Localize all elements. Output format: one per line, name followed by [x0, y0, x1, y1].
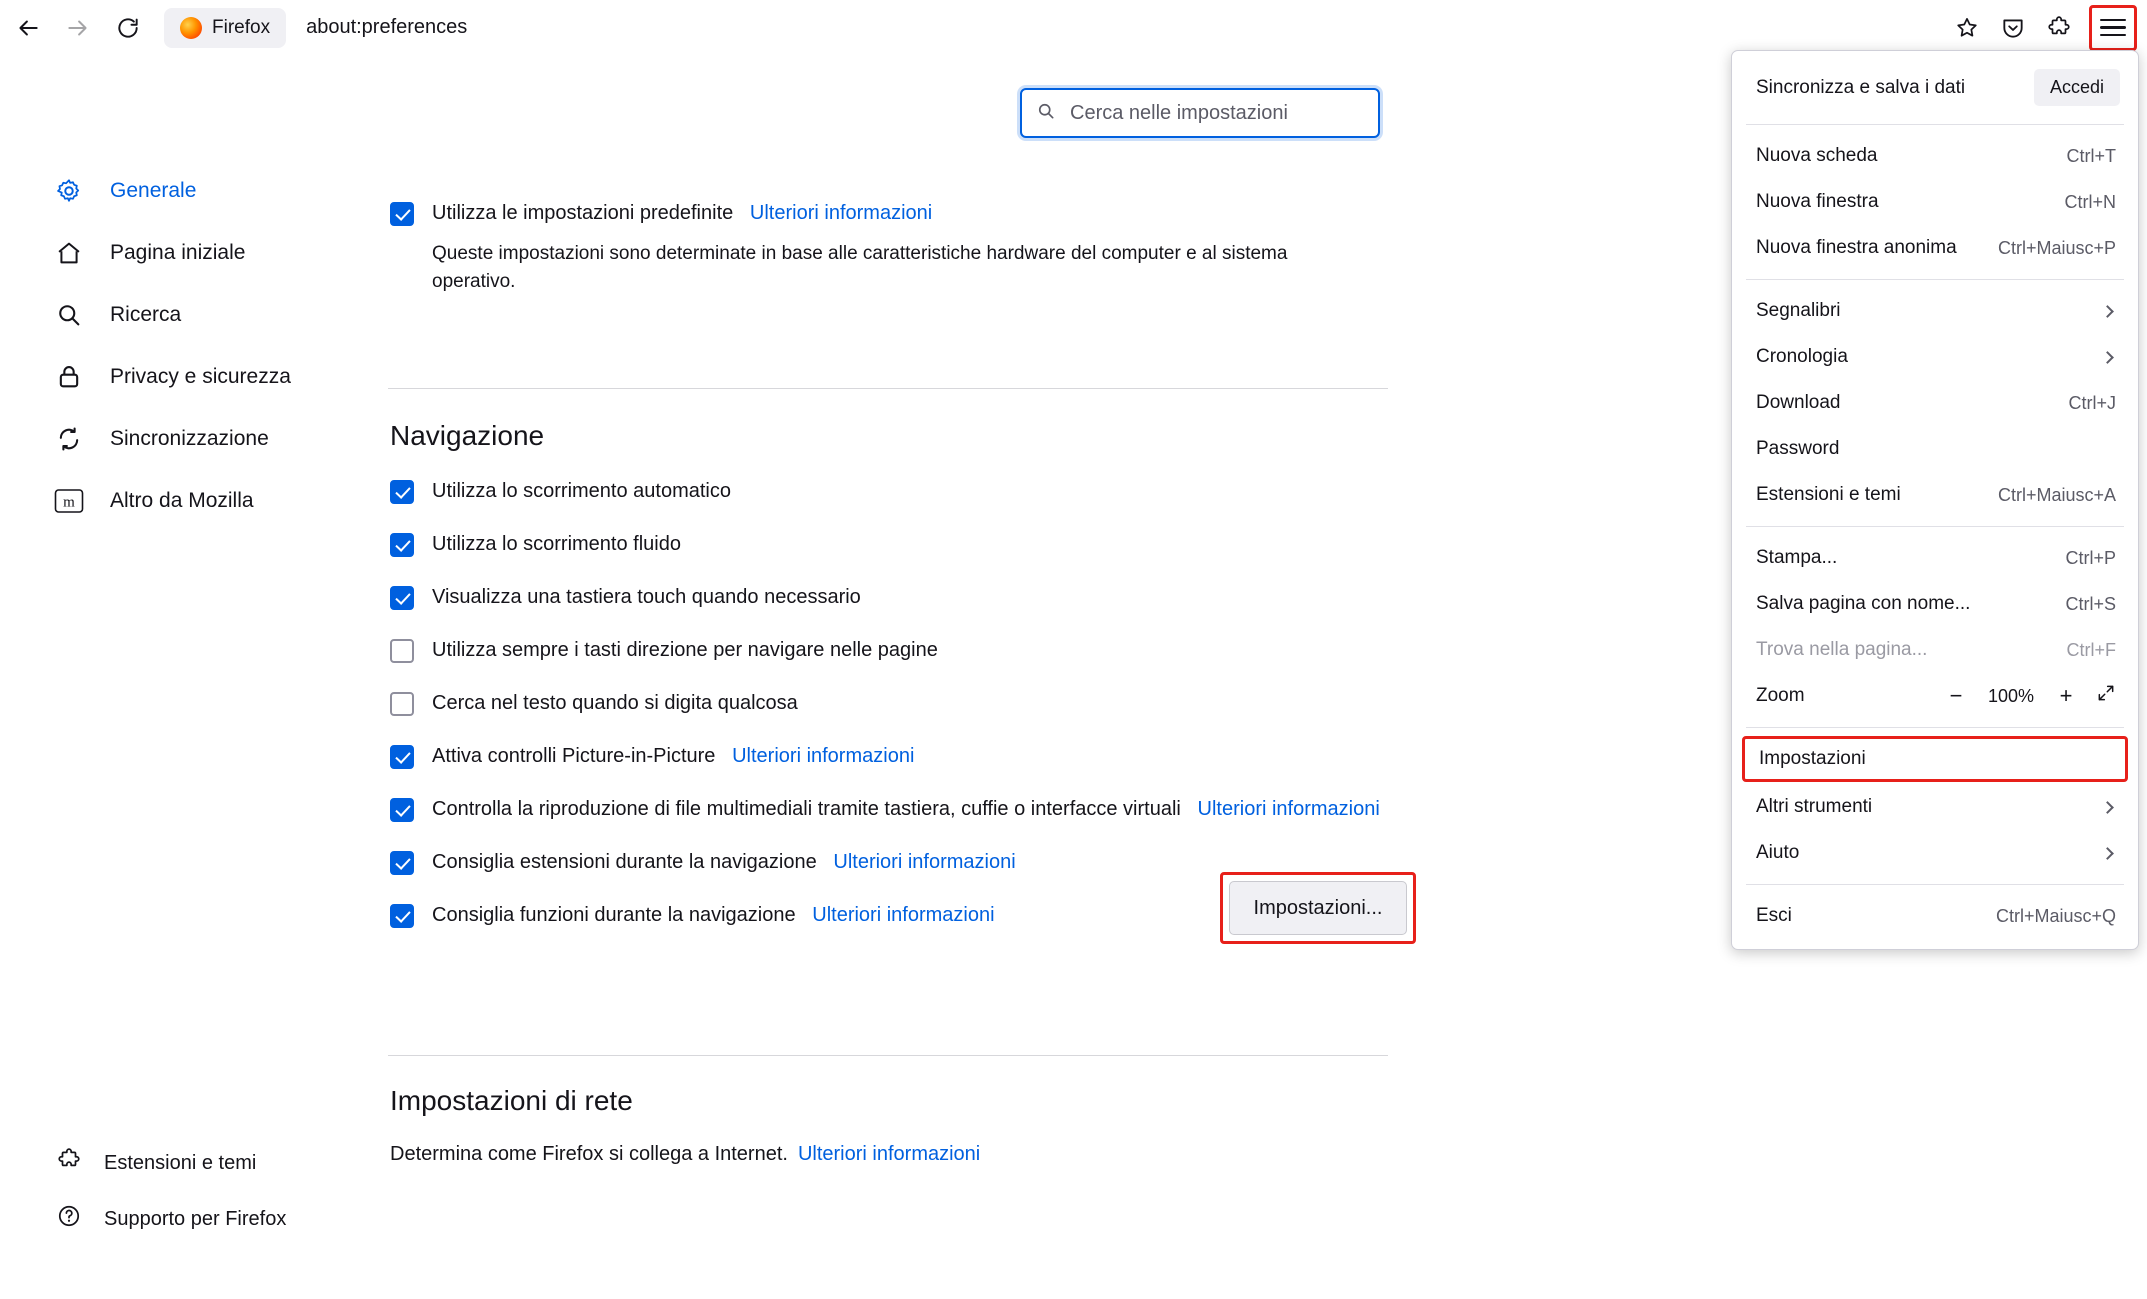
- option-label: Utilizza lo scorrimento automatico: [432, 480, 731, 502]
- app-menu-panel: [1731, 50, 2139, 950]
- network-settings-highlight: [1220, 872, 1416, 944]
- option-label: Utilizza lo scorrimento fluido: [432, 533, 681, 555]
- address-bar[interactable]: [306, 16, 467, 39]
- checkbox-tastiera-touch[interactable]: [390, 586, 414, 610]
- menu-item-label: Nuova scheda: [1756, 145, 1878, 166]
- menu-item-label: Nuova finestra: [1756, 191, 1879, 212]
- menu-item-shortcut: Ctrl+Maiusc+A: [1997, 484, 2116, 505]
- checkbox-controlli-multimediali[interactable]: [390, 798, 414, 822]
- menu-item-label: Estensioni e temi: [1756, 484, 1901, 505]
- toolbar-right-controls: [1945, 0, 2139, 55]
- search-input[interactable]: [1068, 101, 1364, 126]
- footer-item-label: Estensioni e temi: [104, 1151, 257, 1174]
- zoom-in-button[interactable]: +: [2059, 683, 2073, 708]
- menu-item-label: Download: [1756, 392, 1841, 413]
- search-icon: [1036, 101, 1056, 126]
- menu-item-shortcut: Ctrl+T: [2066, 145, 2116, 166]
- menu-item-shortcut: Ctrl+J: [2068, 392, 2116, 413]
- back-button[interactable]: [6, 6, 50, 50]
- sidebar-footer: [0, 1135, 330, 1247]
- learn-more-link[interactable]: Ulteriori informazioni: [1197, 798, 1380, 820]
- option-label: Consiglia estensioni durante la navigazione Ulteriori informazioni: [432, 851, 1016, 873]
- menu-item-shortcut: Ctrl+F: [2066, 639, 2116, 660]
- menu-item-label: Trova nella pagina...: [1756, 639, 1928, 660]
- menu-divider: [1746, 279, 2124, 280]
- mozilla-icon: [54, 487, 84, 515]
- sidebar-item-label: Generale: [110, 179, 197, 202]
- menu-divider: [1746, 124, 2124, 125]
- checkbox-impostazioni-predefinite[interactable]: [390, 202, 414, 226]
- footer-item-supporto-per-firefox[interactable]: [0, 1191, 330, 1247]
- sidebar-item-generale[interactable]: [0, 160, 330, 222]
- forward-button[interactable]: [56, 6, 100, 50]
- menu-item-password[interactable]: [1732, 426, 2138, 472]
- extensions-icon: [2046, 15, 2072, 41]
- menu-item-nuova-finestra[interactable]: [1732, 179, 2138, 225]
- chevron-right-icon: [2101, 847, 2114, 860]
- menu-item-label: Segnalibri: [1756, 300, 1841, 321]
- chevron-right-icon: [2101, 305, 2114, 318]
- sidebar-item-label: Ricerca: [110, 303, 182, 326]
- network-description-row: [390, 1143, 1390, 1166]
- menu-item-esci[interactable]: [1732, 893, 2138, 939]
- browsing-option-row: [390, 637, 1390, 663]
- chevron-right-icon: [2101, 351, 2114, 364]
- menu-item-label: Cronologia: [1756, 346, 1848, 367]
- option-label: Attiva controlli Picture-in-Picture Ulteriori informazioni: [432, 745, 915, 767]
- menu-item-shortcut: Ctrl+Maiusc+P: [1997, 237, 2116, 258]
- settings-category-list: [0, 160, 330, 532]
- menu-item-label: Aiuto: [1756, 842, 1800, 863]
- sidebar-item-privacy-e-sicurezza[interactable]: [0, 346, 330, 408]
- checkbox-consiglia-estensioni[interactable]: [390, 851, 414, 875]
- extensions-icon: [56, 1147, 82, 1179]
- bookmark-button[interactable]: [1945, 6, 1989, 50]
- chevron-right-icon: [2101, 801, 2114, 814]
- browsing-option-row: [390, 690, 1390, 716]
- learn-more-link[interactable]: Ulteriori informazioni: [812, 904, 995, 926]
- footer-item-estensioni-e-temi[interactable]: [0, 1135, 330, 1191]
- help-icon: [56, 1203, 82, 1235]
- menu-item-label: Stampa...: [1756, 547, 1838, 568]
- network-description: Determina come Firefox si collega a Internet.: [390, 1143, 788, 1165]
- reload-button[interactable]: [106, 6, 150, 50]
- option-label: Utilizza sempre i tasti direzione per navigare nelle pagine: [432, 639, 938, 661]
- menu-sync-header: [1732, 59, 2138, 116]
- hamburger-menu-icon: [2100, 14, 2126, 42]
- menu-divider: [1746, 526, 2124, 527]
- browsing-option-row: [390, 796, 1390, 822]
- menu-item-stampa[interactable]: [1732, 535, 2138, 581]
- search-settings-box[interactable]: [1020, 88, 1380, 138]
- checkbox-scorrimento-automatico[interactable]: [390, 480, 414, 504]
- divider: [388, 1055, 1388, 1056]
- reload-icon: [115, 15, 141, 41]
- menu-item-label: Password: [1756, 438, 1840, 459]
- browser-toolbar: [0, 0, 2147, 55]
- menu-item-impostazioni[interactable]: [1742, 736, 2128, 782]
- learn-more-link[interactable]: Ulteriori informazioni: [749, 202, 933, 224]
- extensions-button[interactable]: [2037, 6, 2081, 50]
- network-section: [390, 1085, 1390, 1166]
- checkbox-label: Utilizza le impostazioni predefinite Ulteriori informazioni: [432, 202, 933, 224]
- checkbox-scorrimento-fluido[interactable]: [390, 533, 414, 557]
- sidebar-item-label: Privacy e sicurezza: [110, 365, 291, 388]
- menu-item-shortcut: Ctrl+P: [2065, 547, 2116, 568]
- menu-item-label: Nuova finestra anonima: [1756, 237, 1957, 258]
- menu-item-nuova-finestra-anonima[interactable]: [1732, 225, 2138, 271]
- menu-sync-title: Sincronizza e salva i dati: [1756, 76, 1966, 98]
- zoom-controls: [1946, 683, 2116, 709]
- footer-item-label: Supporto per Firefox: [104, 1207, 287, 1230]
- menu-item-label: Salva pagina con nome...: [1756, 593, 1971, 614]
- menu-divider: [1746, 884, 2124, 885]
- app-menu-button[interactable]: [2089, 5, 2137, 51]
- menu-item-salva-pagina-con-nome[interactable]: [1732, 581, 2138, 627]
- sidebar-item-label: Pagina iniziale: [110, 241, 246, 264]
- firefox-favicon: [180, 17, 202, 39]
- menu-item-nuova-scheda[interactable]: [1732, 133, 2138, 179]
- checkbox-consiglia-funzioni[interactable]: [390, 904, 414, 928]
- divider: [388, 388, 1388, 389]
- star-icon: [1954, 15, 1980, 41]
- home-icon: [54, 239, 84, 267]
- pocket-button[interactable]: [1991, 6, 2035, 50]
- browsing-option-row: [390, 584, 1390, 610]
- gear-icon: [54, 177, 84, 205]
- menu-item-aiuto[interactable]: [1732, 830, 2138, 876]
- sidebar-item-ricerca[interactable]: [0, 284, 330, 346]
- zoom-level: 100%: [1987, 685, 2035, 706]
- sign-in-button[interactable]: Accedi: [2034, 69, 2120, 106]
- menu-item-label: Esci: [1756, 905, 1792, 926]
- fullscreen-icon[interactable]: [2096, 683, 2116, 709]
- sync-icon: [54, 425, 84, 453]
- menu-item-estensioni-e-temi[interactable]: [1732, 472, 2138, 518]
- checkbox-picture-in-picture[interactable]: [390, 745, 414, 769]
- browsing-option-row: [390, 531, 1390, 557]
- save-to-pocket-icon: [2000, 15, 2026, 41]
- checkbox-tasti-direzione[interactable]: [390, 639, 414, 663]
- menu-item-download[interactable]: [1732, 380, 2138, 426]
- tab-strip: [164, 8, 467, 48]
- menu-item-altri-strumenti[interactable]: [1732, 784, 2138, 830]
- learn-more-link[interactable]: Ulteriori informazioni: [833, 851, 1016, 873]
- sidebar-item-label: Altro da Mozilla: [110, 489, 254, 512]
- network-settings-button[interactable]: Impostazioni...: [1229, 881, 1407, 935]
- browsing-option-row: [390, 478, 1390, 504]
- search-icon: [54, 301, 84, 329]
- sidebar-item-label: Sincronizzazione: [110, 427, 269, 450]
- arrow-left-icon: [15, 15, 41, 41]
- tab-label: Firefox: [212, 16, 271, 38]
- menu-item-trova-nella-pagina[interactable]: [1732, 627, 2138, 673]
- lock-icon: [54, 363, 84, 391]
- sidebar-item-altro-da-mozilla[interactable]: [0, 470, 330, 532]
- default-performance-row: [390, 200, 1390, 226]
- learn-more-link[interactable]: Ulteriori informazioni: [732, 745, 915, 767]
- option-label: Visualizza una tastiera touch quando necessario: [432, 586, 861, 608]
- section-title-impostazioni-di-rete: Impostazioni di rete: [390, 1085, 633, 1116]
- option-label: Cerca nel testo quando si digita qualcosa: [432, 692, 798, 714]
- menu-item-shortcut: Ctrl+N: [2064, 191, 2116, 212]
- svg-text:m: m: [63, 494, 75, 511]
- performance-section: [390, 200, 1390, 295]
- zoom-out-button[interactable]: −: [1949, 683, 1963, 708]
- menu-item-zoom: [1732, 673, 2138, 719]
- sidebar-item-pagina-iniziale[interactable]: [0, 222, 330, 284]
- checkbox-cerca-testo-digitando[interactable]: [390, 692, 414, 716]
- menu-divider: [1746, 727, 2124, 728]
- browsing-option-row: [390, 743, 1390, 769]
- sidebar-item-sincronizzazione[interactable]: [0, 408, 330, 470]
- performance-description: Queste impostazioni sono determinate in base alle caratteristiche hardware del computer e al sistema operativo.: [432, 243, 1288, 292]
- section-title-navigazione: Navigazione: [390, 420, 545, 451]
- menu-item-label: Zoom: [1756, 685, 1805, 706]
- menu-item-shortcut: Ctrl+S: [2065, 593, 2116, 614]
- option-label: Controlla la riproduzione di file multimediali tramite tastiera, cuffie o interfacce virtuali Ulteriori informazioni: [432, 798, 1380, 820]
- menu-item-shortcut: Ctrl+Maiusc+Q: [1995, 905, 2116, 926]
- option-label: Consiglia funzioni durante la navigazione Ulteriori informazioni: [432, 904, 995, 926]
- menu-item-label: Impostazioni: [1759, 748, 1866, 769]
- address-bar-text: about:preferences: [306, 16, 468, 38]
- menu-item-label: Altri strumenti: [1756, 796, 1873, 817]
- arrow-right-icon: [65, 15, 91, 41]
- menu-item-segnalibri[interactable]: [1732, 288, 2138, 334]
- tab-firefox[interactable]: [164, 8, 286, 48]
- learn-more-link[interactable]: Ulteriori informazioni: [797, 1143, 981, 1165]
- menu-item-cronologia[interactable]: [1732, 334, 2138, 380]
